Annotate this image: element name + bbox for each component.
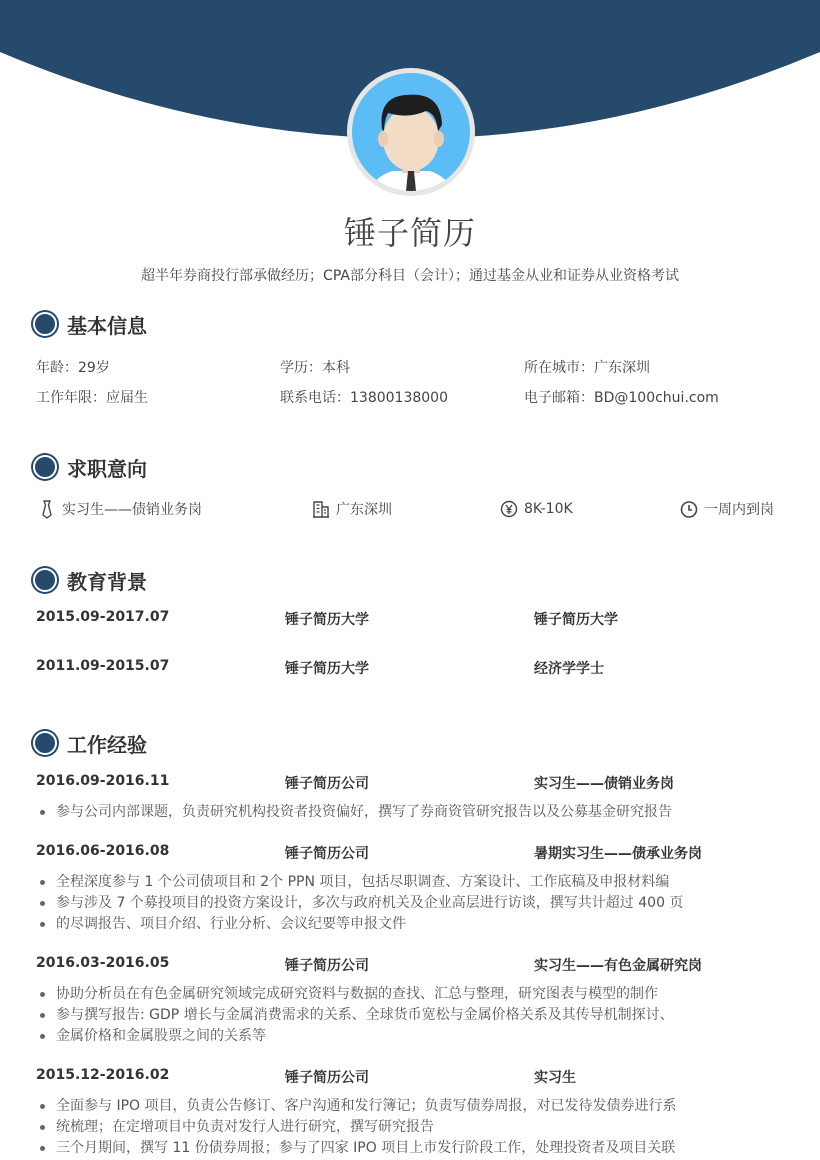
intent-location-text: 广东深圳: [336, 502, 392, 518]
work-company: 锤子简历公司: [285, 958, 369, 974]
intent-position: [38, 499, 202, 519]
work-bullets: [36, 1096, 796, 1159]
yen-icon: [500, 499, 518, 519]
work-role: 暑期实习生——债承业务岗: [534, 846, 702, 862]
work-date: 2016.03-2016.05: [36, 955, 170, 971]
clock-icon: [680, 499, 698, 519]
section-bullet-icon: [33, 312, 57, 336]
section-work-header: [33, 730, 147, 756]
education-school: 锤子简历大学: [285, 612, 369, 628]
work-date: 2016.09-2016.11: [36, 773, 170, 789]
section-bullet-icon: [33, 455, 57, 479]
list-item: 参与撰写报告: GDP 增长与金属消费需求的关系、全球货币宽松与金属价格关系及其传导机制探讨、: [36, 1005, 796, 1026]
list-item: 三个月期间，撰写 11 份债券周报；参与了四家 IPO 项目上市发行阶段工作，处理投资者及项目关联: [36, 1138, 796, 1159]
basic-years: 工作年限：应届生: [36, 390, 148, 406]
basic-city: 所在城市：广东深圳: [524, 360, 650, 376]
section-education-header: [33, 567, 147, 593]
basic-email: 电子邮箱：BD@100chui.com: [524, 390, 719, 406]
list-item: 全程深度参与 1 个公司债项目和 2个 PPN 项目，包括尽职调查、方案设计、工作底稿及申报材料编: [36, 872, 796, 893]
section-title: 教育背景: [67, 569, 147, 594]
work-date: 2015.12-2016.02: [36, 1067, 170, 1083]
basic-age: 年龄：29岁: [36, 360, 110, 376]
education-degree: 经济学学士: [534, 661, 604, 677]
list-item: 参与涉及 7 个募投项目的投资方案设计，多次与政府机关及企业高层进行访谈，撰写共计超过 400 页: [36, 893, 796, 914]
intent-salary: [500, 499, 573, 519]
work-company: 锤子简历公司: [285, 776, 369, 792]
candidate-name: 锤子简历: [343, 214, 476, 252]
section-bullet-icon: [33, 731, 57, 755]
basic-education: 学历：本科: [280, 360, 350, 376]
education-school: 锤子简历大学: [285, 661, 369, 677]
work-bullets: [36, 802, 796, 823]
avatar-illustration: [346, 67, 476, 197]
section-basic-header: [33, 311, 147, 337]
education-date: 2011.09-2015.07: [36, 658, 170, 674]
list-item: 参与公司内部课题，负责研究机构投资者投资偏好，撰写了券商资管研究报告以及公募基金研究报告: [36, 802, 796, 823]
tie-icon: [38, 499, 56, 519]
section-title: 基本信息: [67, 313, 147, 338]
list-item: 金属价格和金属股票之间的关系等: [36, 1026, 796, 1047]
candidate-summary: 超半年券商投行部承做经历；CPA部分科目（会计）；通过基金从业和证券从业资格考试: [141, 268, 679, 284]
intent-position-text: 实习生——债销业务岗: [62, 502, 202, 518]
intent-availability-text: 一周内到岗: [704, 502, 774, 518]
building-icon: [312, 499, 330, 519]
education-degree: 锤子简历大学: [534, 612, 618, 628]
basic-phone: 联系电话：13800138000: [280, 390, 448, 406]
list-item: 协助分析员在有色金属研究领域完成研究资料与数据的查找、汇总与整理，研究图表与模型的制作: [36, 984, 796, 1005]
work-date: 2016.06-2016.08: [36, 843, 170, 859]
work-bullets: [36, 872, 796, 935]
list-item: 的尽调报告、项目介绍、行业分析、会议纪要等申报文件: [36, 914, 796, 935]
intent-availability: [680, 499, 774, 519]
section-intent-header: [33, 454, 147, 480]
work-company: 锤子简历公司: [285, 1070, 369, 1086]
education-date: 2015.09-2017.07: [36, 609, 170, 625]
section-title: 求职意向: [67, 456, 147, 481]
list-item: 统梳理；在定增项目中负责对发行人进行研究，撰写研究报告: [36, 1117, 796, 1138]
section-title: 工作经验: [67, 732, 147, 757]
work-role: 实习生——有色金属研究岗: [534, 958, 702, 974]
work-bullets: [36, 984, 796, 1047]
section-bullet-icon: [33, 568, 57, 592]
avatar: [346, 67, 476, 197]
intent-location: [312, 499, 392, 519]
intent-salary-text: 8K-10K: [524, 501, 573, 517]
work-company: 锤子简历公司: [285, 846, 369, 862]
work-role: 实习生——债销业务岗: [534, 776, 674, 792]
work-role: 实习生: [534, 1070, 576, 1086]
list-item: 全面参与 IPO 项目，负责公告修订、客户沟通和发行簿记；负责写债券周报，对已发待发债券进行系: [36, 1096, 796, 1117]
